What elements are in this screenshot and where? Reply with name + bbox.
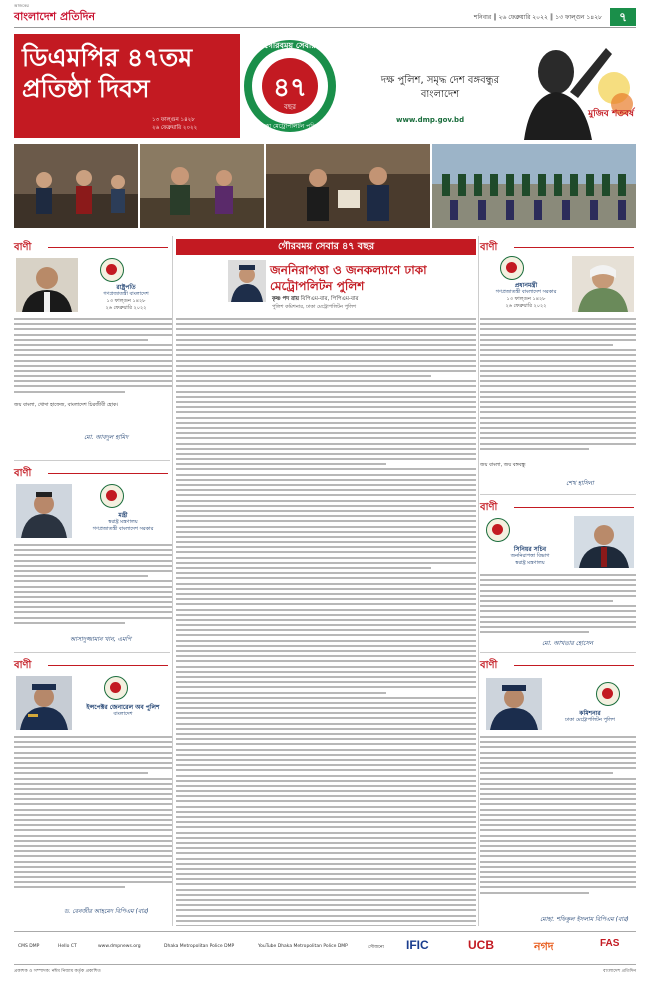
sponsor-bar [14, 931, 636, 965]
bangabandhu-portrait [514, 34, 636, 140]
photo-ceremony-1 [14, 144, 138, 228]
president-signature: মো. আবদুল হামিদ [84, 434, 129, 441]
masthead [14, 3, 636, 28]
feature-bar-title: গৌরবময় সেবার ৪৭ বছর [176, 239, 476, 255]
secretary-sub-2: স্বরাষ্ট্র মন্ত্রণালয় [515, 560, 545, 566]
message-label-secretary: বাণী [480, 502, 498, 513]
pm-date-1: ১৩ ফাল্গুন ১৪২৮ [506, 296, 546, 302]
page-number: ৭ [610, 8, 636, 26]
message-label-igp: বাণী [14, 660, 32, 671]
sponsor-ific[interactable]: IFIC [406, 938, 429, 952]
president-sub: গণপ্রজাতন্ত্রী বাংলাদেশ [103, 291, 149, 297]
igp-title-box [78, 704, 168, 718]
row-divider-left-1 [14, 460, 170, 461]
president-date-1: ১৩ ফাল্গুন ১৪২৮ [106, 298, 146, 304]
anniversary-emblem [244, 34, 336, 138]
minister-portrait [16, 484, 72, 538]
emblem-top-text: গৌরবময় সেবার [264, 41, 316, 50]
message-label-pm: বাণী [480, 242, 498, 253]
headline-dates [152, 116, 197, 132]
issue-date: শনিবার ║ ২৬ ফেব্রুয়ারি ২০২২ ║ ১৩ ফাল্গুন ১৪২৮ [473, 14, 602, 21]
secretary-title-box [488, 546, 572, 567]
secretary-role: সিনিয়র সচিব [513, 546, 547, 553]
igp-sub: বাংলাদেশ [113, 711, 133, 717]
paper-name: বাংলাদেশ প্রতিদিন [14, 10, 96, 23]
pm-title-box [484, 282, 568, 310]
pm-closing: জয় বাংলা, জয় বঙ্গবন্ধু [480, 462, 526, 468]
president-role: রাষ্ট্রপতি [116, 284, 136, 291]
secretary-portrait [574, 516, 634, 568]
president-date-2: ২৬ ফেব্রুয়ারি ২০২২ [105, 305, 147, 311]
commissioner-signature-suffix: বিপিএম (বার) [595, 916, 629, 923]
headline-title: ডিএমপির ৪৭তম প্রতিষ্ঠা দিবস [22, 43, 193, 103]
sponsor-hello-ct[interactable]: Hello CT [58, 944, 77, 949]
sponsor-cms[interactable]: CMS DMP [18, 944, 40, 949]
commissioner-sub: ঢাকা মেট্রোপলিটন পুলিশ [565, 717, 615, 723]
president-portrait [16, 258, 78, 312]
igp-signature-suffix: বিপিএম (বার) [114, 908, 149, 915]
sponsor-courtesy: সৌজন্যে [368, 945, 384, 950]
footer-publisher: প্রকাশক ও সম্পাদক: নঈম নিজাম কর্তৃক প্রকাশিত [14, 969, 101, 974]
secretary-signature: মো. আখতার হোসেন [542, 640, 593, 647]
commissioner-feature-portrait [228, 260, 266, 302]
sponsor-fas[interactable]: FAS [600, 938, 620, 949]
pm-date-2: ২৬ ফেব্রুয়ারি ২০২২ [505, 303, 547, 309]
igp-signature [64, 906, 149, 917]
emblem-bottom-text: ঢাকা মেট্রোপলিটন পুলিশ [260, 123, 320, 130]
pm-sub: গণপ্রজাতন্ত্রী বাংলাদেশ সরকার [495, 289, 557, 295]
igp-signature-name: ড. বেনজীর আহমেদ [64, 908, 113, 915]
feature-author: কৃষ্ণ পদ রায় [272, 296, 299, 302]
date-bangla: ১৩ ফাল্গুন ১৪২৮ [152, 117, 195, 123]
feature-byline [272, 296, 359, 304]
minister-signature: আসাদুজ্জামান খান, এমপি [70, 636, 132, 643]
president-seal-icon [100, 258, 124, 282]
igp-portrait [16, 676, 72, 730]
igp-message-text [14, 736, 172, 896]
website-link[interactable]: www.dmp.gov.bd [396, 116, 465, 124]
footer-paper-name: বাংলাদেশ প্রতিদিন [602, 969, 636, 974]
photo-parade [432, 144, 636, 228]
date-english: ২৬ ফেব্রুয়ারি ২০২২ [152, 125, 198, 131]
sponsor-youtube-dmp[interactable]: YouTube Dhaka Metropolitan Police DMP [258, 944, 348, 949]
commissioner-portrait [486, 678, 542, 730]
paper-logo[interactable] [14, 3, 96, 27]
commissioner-seal-icon [596, 682, 620, 706]
pm-message-text [480, 318, 636, 458]
president-message-text [14, 318, 172, 398]
minister-message-text [14, 544, 172, 628]
president-closing: জয় বাংলা, খোদা হাফেজ, বাংলাদেশ চিরজীবী হোক। [14, 402, 119, 408]
minister-title-box [80, 512, 166, 533]
commissioner-message-text [480, 736, 636, 906]
feature-author-suffix: বিপিএম-বার, পিপিএম-বার [300, 296, 359, 302]
headline-panel [14, 34, 240, 138]
row-divider-left-2 [14, 652, 170, 653]
sponsor-nagad[interactable]: নগদ [534, 941, 554, 953]
pm-role: প্রধানমন্ত্রী [514, 282, 538, 289]
row-divider-right-1 [480, 494, 636, 495]
photo-ceremony-3 [266, 144, 430, 228]
mujib-centenary-label: মুজিব শতবর্ষ [588, 109, 634, 119]
commissioner-signature-name: মোহা. শফিকুল ইসলাম [540, 916, 594, 923]
paper-logo-small: আজকের [14, 3, 29, 8]
column-divider-left [172, 236, 173, 926]
commissioner-role: কমিশনার [579, 710, 601, 717]
row-divider-right-2 [480, 652, 636, 653]
igp-seal-icon [104, 676, 128, 700]
feature-headline: জননিরাপত্তা ও জনকল্যাণে ঢাকা মেট্রোপলিটন পুলিশ [270, 263, 427, 293]
pm-signature: শেখ হাসিনা [566, 480, 594, 487]
sponsor-dmpnews[interactable]: www.dmpnews.org [98, 944, 141, 949]
column-divider-right [478, 236, 479, 926]
pm-seal-icon [500, 256, 524, 280]
feature-article-text [176, 318, 476, 926]
secretary-sub: জননিরাপত্তা বিভাগ [510, 553, 550, 559]
minister-sub: স্বরাষ্ট্র মন্ত্রণালয় [108, 519, 138, 525]
anniversary-banner [14, 34, 636, 142]
secretary-message-text [480, 574, 636, 638]
emblem-unit: বছর [284, 103, 296, 111]
sponsor-facebook-dmp[interactable]: Dhaka Metropolitan Police DMP [164, 944, 235, 949]
emblem-number: ৪৭ [273, 73, 307, 103]
minister-role: মন্ত্রী [118, 512, 128, 519]
feature-author-role: পুলিশ কমিশনার, ঢাকা মেট্রোপলিটন পুলিশ [272, 304, 357, 310]
commissioner-signature [540, 914, 629, 925]
sponsor-ucb[interactable]: UCB [468, 938, 494, 952]
message-label-president: বাণী [14, 242, 32, 253]
minister-seal-icon [100, 484, 124, 508]
president-title-box [84, 284, 168, 312]
minister-sub-2: গণপ্রজাতন্ত্রী বাংলাদেশ সরকার [92, 526, 154, 532]
photo-ceremony-2 [140, 144, 264, 228]
message-label-minister: বাণী [14, 468, 32, 479]
secretary-seal-icon [486, 518, 510, 542]
footer [14, 968, 636, 975]
pm-portrait [572, 256, 634, 312]
slogan: দক্ষ পুলিশ, সমৃদ্ধ দেশ বঙ্গবন্ধুর বাংলাদেশ [380, 75, 500, 100]
message-label-commissioner: বাণী [480, 660, 498, 671]
commissioner-title-box [546, 710, 634, 724]
igp-role: ইন্সপেক্টর জেনারেল অব পুলিশ [86, 704, 160, 711]
